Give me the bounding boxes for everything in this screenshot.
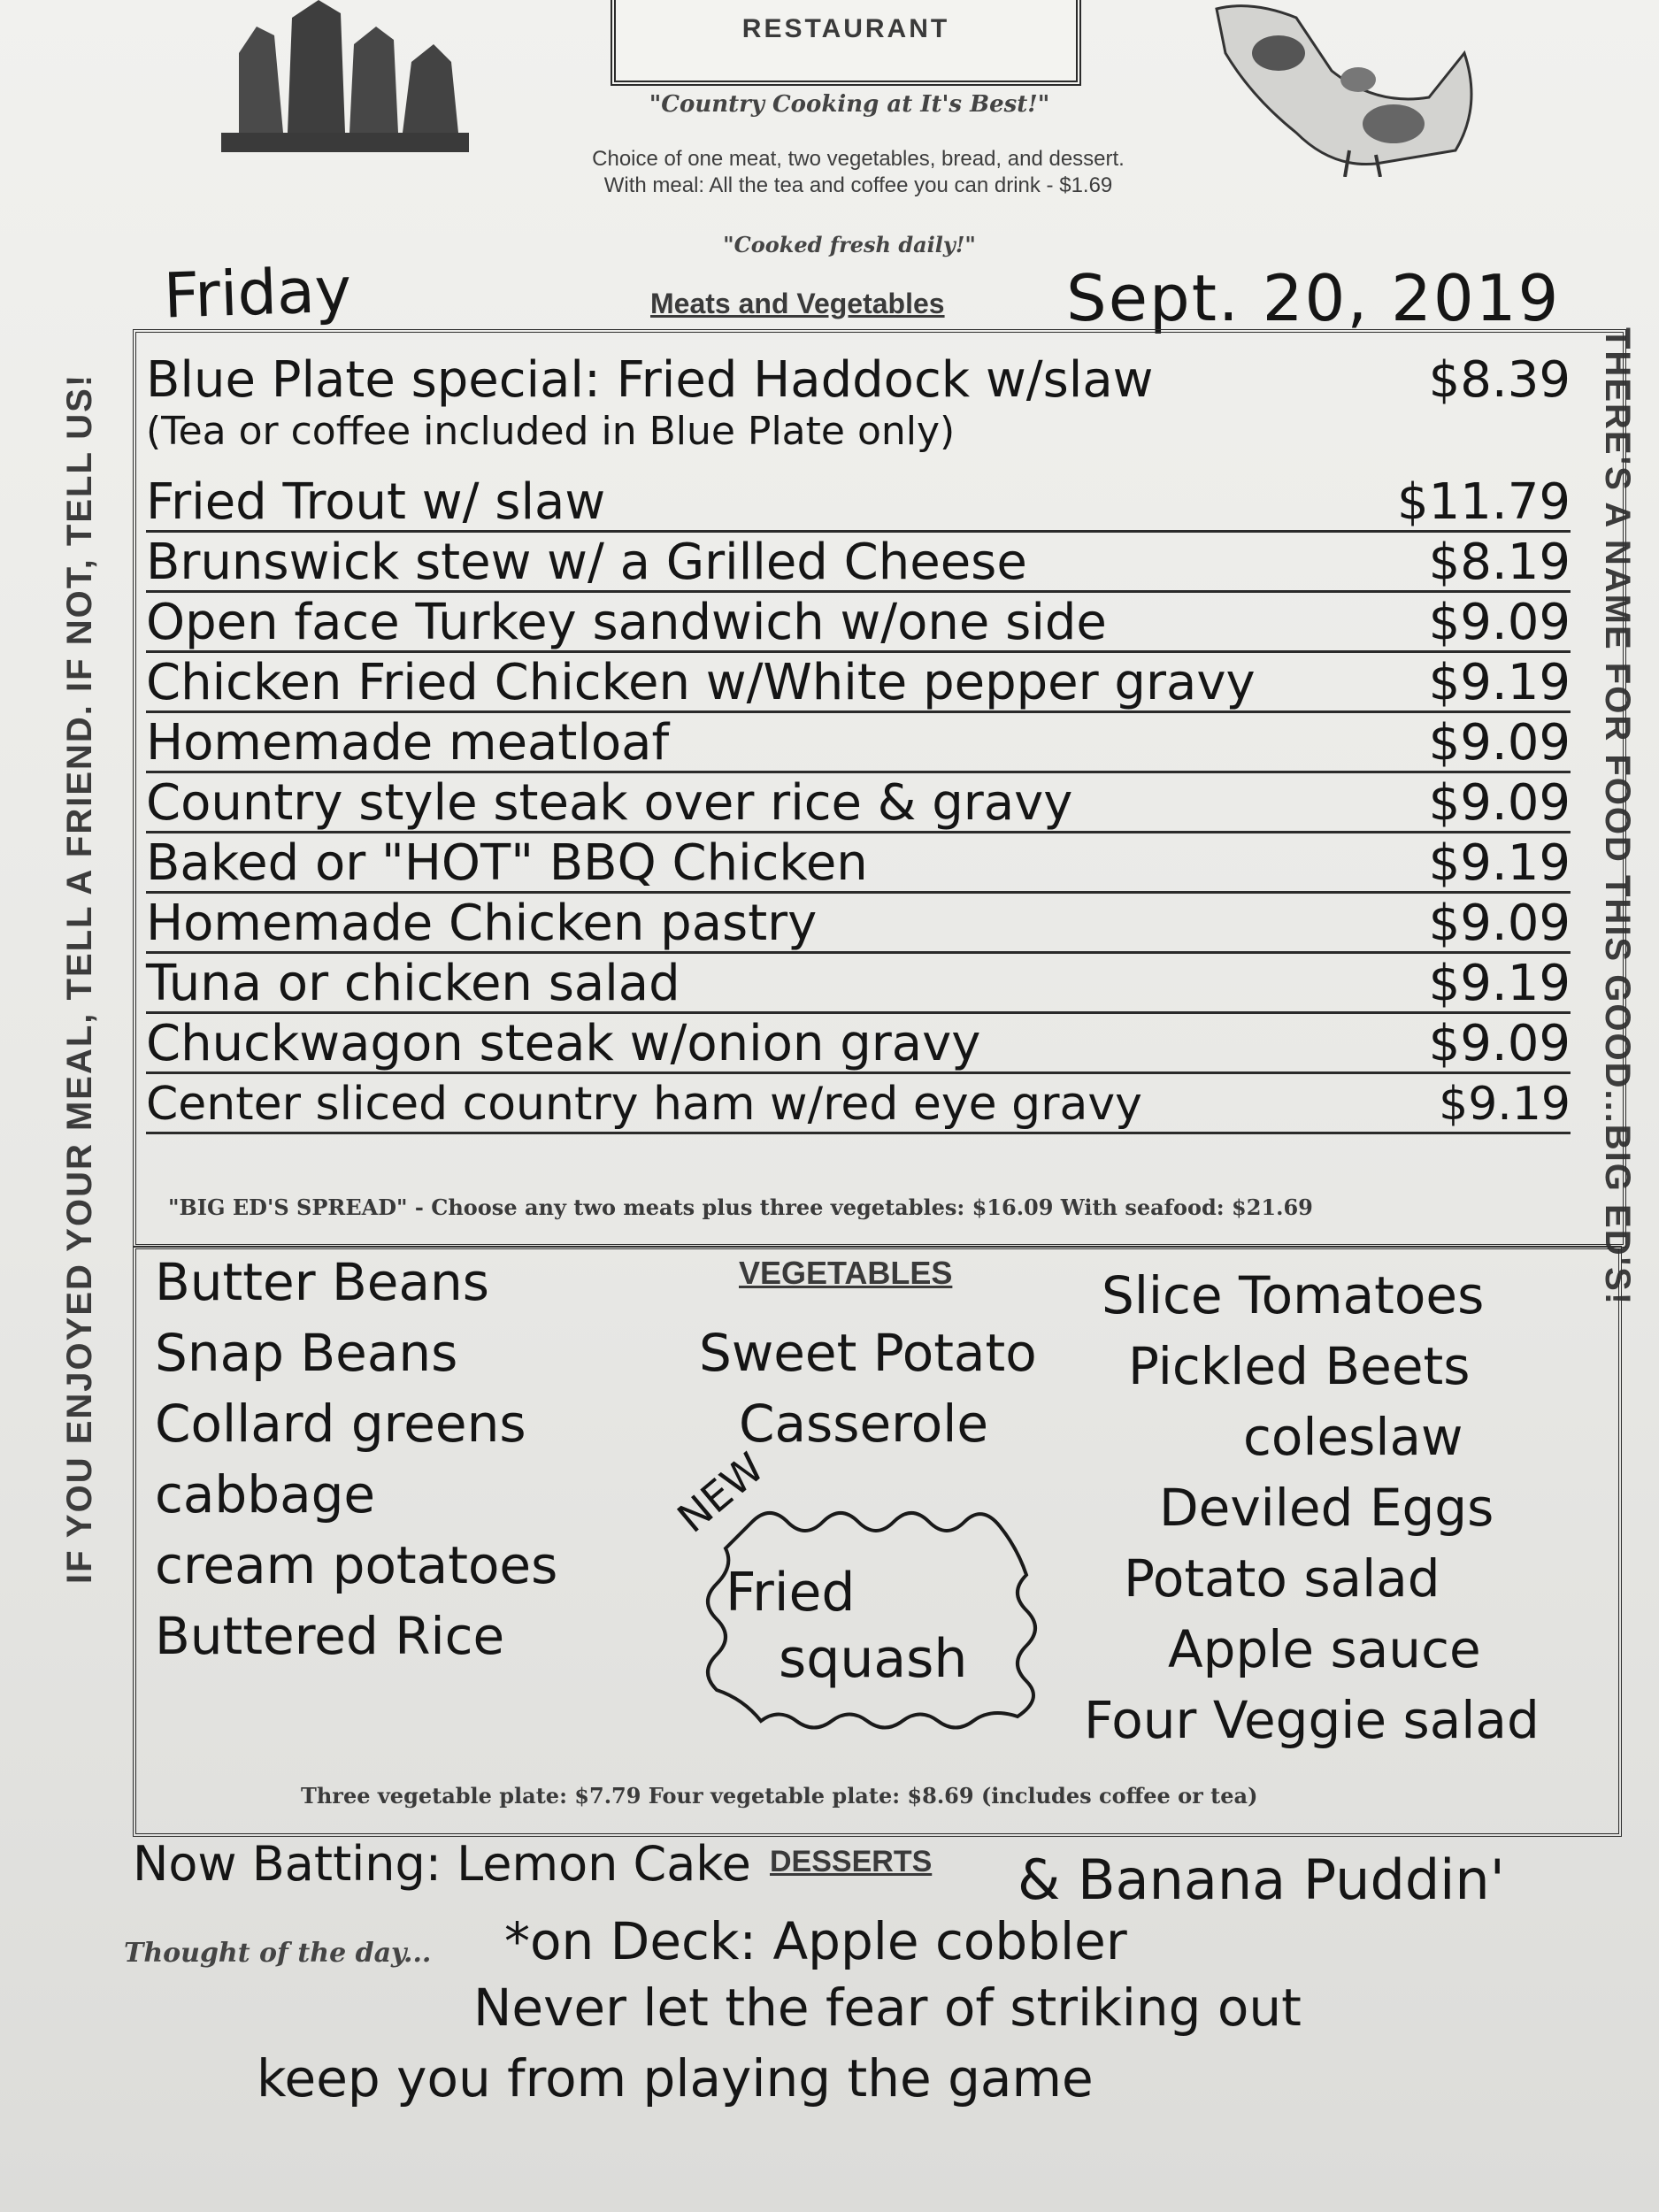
menu-date: Sept. 20, 2019 bbox=[1066, 261, 1561, 335]
meat-name: Baked or "HOT" BBQ Chicken bbox=[146, 834, 868, 892]
meat-item bbox=[146, 473, 1571, 536]
cowboys-silhouette-logo bbox=[221, 0, 469, 155]
meat-name: Brunswick stew w/ a Grilled Cheese bbox=[146, 534, 1027, 591]
meat-item bbox=[146, 596, 1571, 657]
vegetable-item: cabbage bbox=[155, 1464, 376, 1525]
meats-heading: Meats and Vegetables bbox=[650, 288, 945, 319]
meat-price: $9.19 bbox=[1428, 654, 1571, 711]
vegetable-item: Buttered Rice bbox=[155, 1606, 505, 1666]
vegetable-item: Butter Beans bbox=[155, 1252, 489, 1312]
meat-item bbox=[146, 1078, 1571, 1138]
big-eds-spread-note: "BIG ED'S SPREAD" - Choose any two meats plus three vegetables: $16.09 With seafood: $21.69 bbox=[168, 1194, 1313, 1220]
vegetable-item: Pickled Beets bbox=[1128, 1336, 1471, 1396]
meat-price: $9.19 bbox=[1439, 1078, 1571, 1131]
meat-item bbox=[146, 1015, 1571, 1078]
now-batting-dessert: Now Batting: Lemon Cake bbox=[133, 1836, 751, 1892]
row-rule bbox=[146, 530, 1571, 533]
meat-price: $9.09 bbox=[1428, 594, 1571, 651]
row-rule bbox=[146, 831, 1571, 833]
on-deck-dessert: *on Deck: Apple cobbler bbox=[504, 1911, 1127, 1971]
left-margin-slogan: IF YOU ENJOYED YOUR MEAL, TELL A FRIEND. IF NOT, TELL US! bbox=[60, 373, 99, 1584]
vegetable-item: Deviled Eggs bbox=[1159, 1478, 1494, 1538]
row-rule bbox=[146, 1071, 1571, 1074]
meat-item bbox=[146, 536, 1571, 596]
meat-item bbox=[146, 957, 1571, 1018]
new-tag: NEW bbox=[668, 1443, 773, 1542]
meal-choice-line: Choice of one meat, two vegetables, bread, and dessert. bbox=[592, 147, 1125, 171]
row-rule bbox=[146, 1132, 1571, 1134]
row-rule bbox=[146, 710, 1571, 713]
vegetable-item: cream potatoes bbox=[155, 1535, 558, 1595]
tagline: "Country Cooking at It's Best!" bbox=[649, 91, 1050, 118]
meat-price: $9.19 bbox=[1428, 834, 1571, 892]
meat-price: $9.09 bbox=[1428, 895, 1571, 952]
vegetable-item: Slice Tomatoes bbox=[1102, 1265, 1485, 1325]
new-item-line2: squash bbox=[779, 1628, 968, 1690]
meat-name: Homemade meatloaf bbox=[146, 714, 670, 772]
right-margin-slogan: THERE'S A NAME FOR FOOD THIS GOOD...BIG ED'S! bbox=[1598, 327, 1637, 1307]
vegetable-item: Collard greens bbox=[155, 1394, 526, 1454]
meat-name: Center sliced country ham w/red eye gravy bbox=[146, 1078, 1142, 1131]
meat-price: $8.39 bbox=[1428, 351, 1571, 409]
vegetable-item: Potato salad bbox=[1124, 1548, 1440, 1609]
row-rule bbox=[146, 590, 1571, 593]
meat-item bbox=[146, 834, 1571, 897]
vegetable-item: Casserole bbox=[739, 1394, 989, 1454]
restaurant-sign bbox=[611, 0, 1081, 86]
vegetable-item: Sweet Potato bbox=[699, 1323, 1037, 1383]
meat-item bbox=[146, 714, 1571, 777]
row-rule bbox=[146, 1011, 1571, 1014]
row-rule bbox=[146, 951, 1571, 954]
meal-drink-line: With meal: All the tea and coffee you can drink - $1.69 bbox=[603, 173, 1113, 197]
meat-name: Open face Turkey sandwich w/one side bbox=[146, 594, 1107, 651]
thought-line-2: keep you from playing the game bbox=[257, 2048, 1094, 2108]
meat-name: Chuckwagon steak w/onion gravy bbox=[146, 1015, 981, 1072]
meat-price: $9.19 bbox=[1428, 955, 1571, 1012]
meat-price: $11.79 bbox=[1397, 473, 1571, 531]
meat-price: $9.09 bbox=[1428, 1015, 1571, 1072]
cooked-fresh-note: "Cooked fresh daily!" bbox=[723, 232, 976, 257]
restaurant-sign-text: RESTAURANT bbox=[741, 14, 950, 43]
thought-line-1: Never let the fear of striking out bbox=[473, 1978, 1302, 2038]
vegetables-heading: VEGETABLES bbox=[739, 1255, 953, 1291]
meat-item bbox=[146, 351, 1571, 414]
thought-of-day-label: Thought of the day... bbox=[124, 1938, 432, 1969]
vegetable-item: Snap Beans bbox=[155, 1323, 458, 1383]
new-item-line1: Fried bbox=[726, 1562, 856, 1624]
meat-name: Tuna or chicken salad bbox=[146, 955, 680, 1012]
meat-name: Country style steak over rice & gravy bbox=[146, 774, 1073, 832]
meat-item bbox=[146, 654, 1571, 717]
meat-name: Chicken Fried Chicken w/White pepper gravy bbox=[146, 654, 1256, 711]
vegetable-item: Four Veggie salad bbox=[1084, 1690, 1540, 1750]
vegetable-item: coleslaw bbox=[1243, 1407, 1463, 1467]
menu-day: Friday bbox=[162, 253, 353, 333]
vegetable-plate-note: Three vegetable plate: $7.79 Four vegetable plate: $8.69 (includes coffee or tea) bbox=[301, 1783, 1258, 1809]
blue-plate-note: (Tea or coffee included in Blue Plate only) bbox=[146, 409, 956, 454]
vegetable-item: Apple sauce bbox=[1168, 1619, 1481, 1679]
meat-price: $8.19 bbox=[1428, 534, 1571, 591]
meat-price: $9.09 bbox=[1428, 774, 1571, 832]
row-rule bbox=[146, 891, 1571, 894]
meat-item bbox=[146, 774, 1571, 837]
meat-name: Blue Plate special: Fried Haddock w/slaw bbox=[146, 351, 1154, 409]
cow-illustration bbox=[1199, 0, 1500, 177]
meat-name: Homemade Chicken pastry bbox=[146, 895, 818, 952]
meat-price: $9.09 bbox=[1428, 714, 1571, 772]
meat-name: Fried Trout w/ slaw bbox=[146, 473, 606, 531]
meal-choice-info bbox=[478, 146, 1239, 199]
row-rule bbox=[146, 771, 1571, 773]
desserts-heading: DESSERTS bbox=[770, 1845, 933, 1878]
row-rule bbox=[146, 650, 1571, 653]
meat-item bbox=[146, 897, 1571, 957]
banana-pudding: & Banana Puddin' bbox=[1018, 1847, 1505, 1912]
